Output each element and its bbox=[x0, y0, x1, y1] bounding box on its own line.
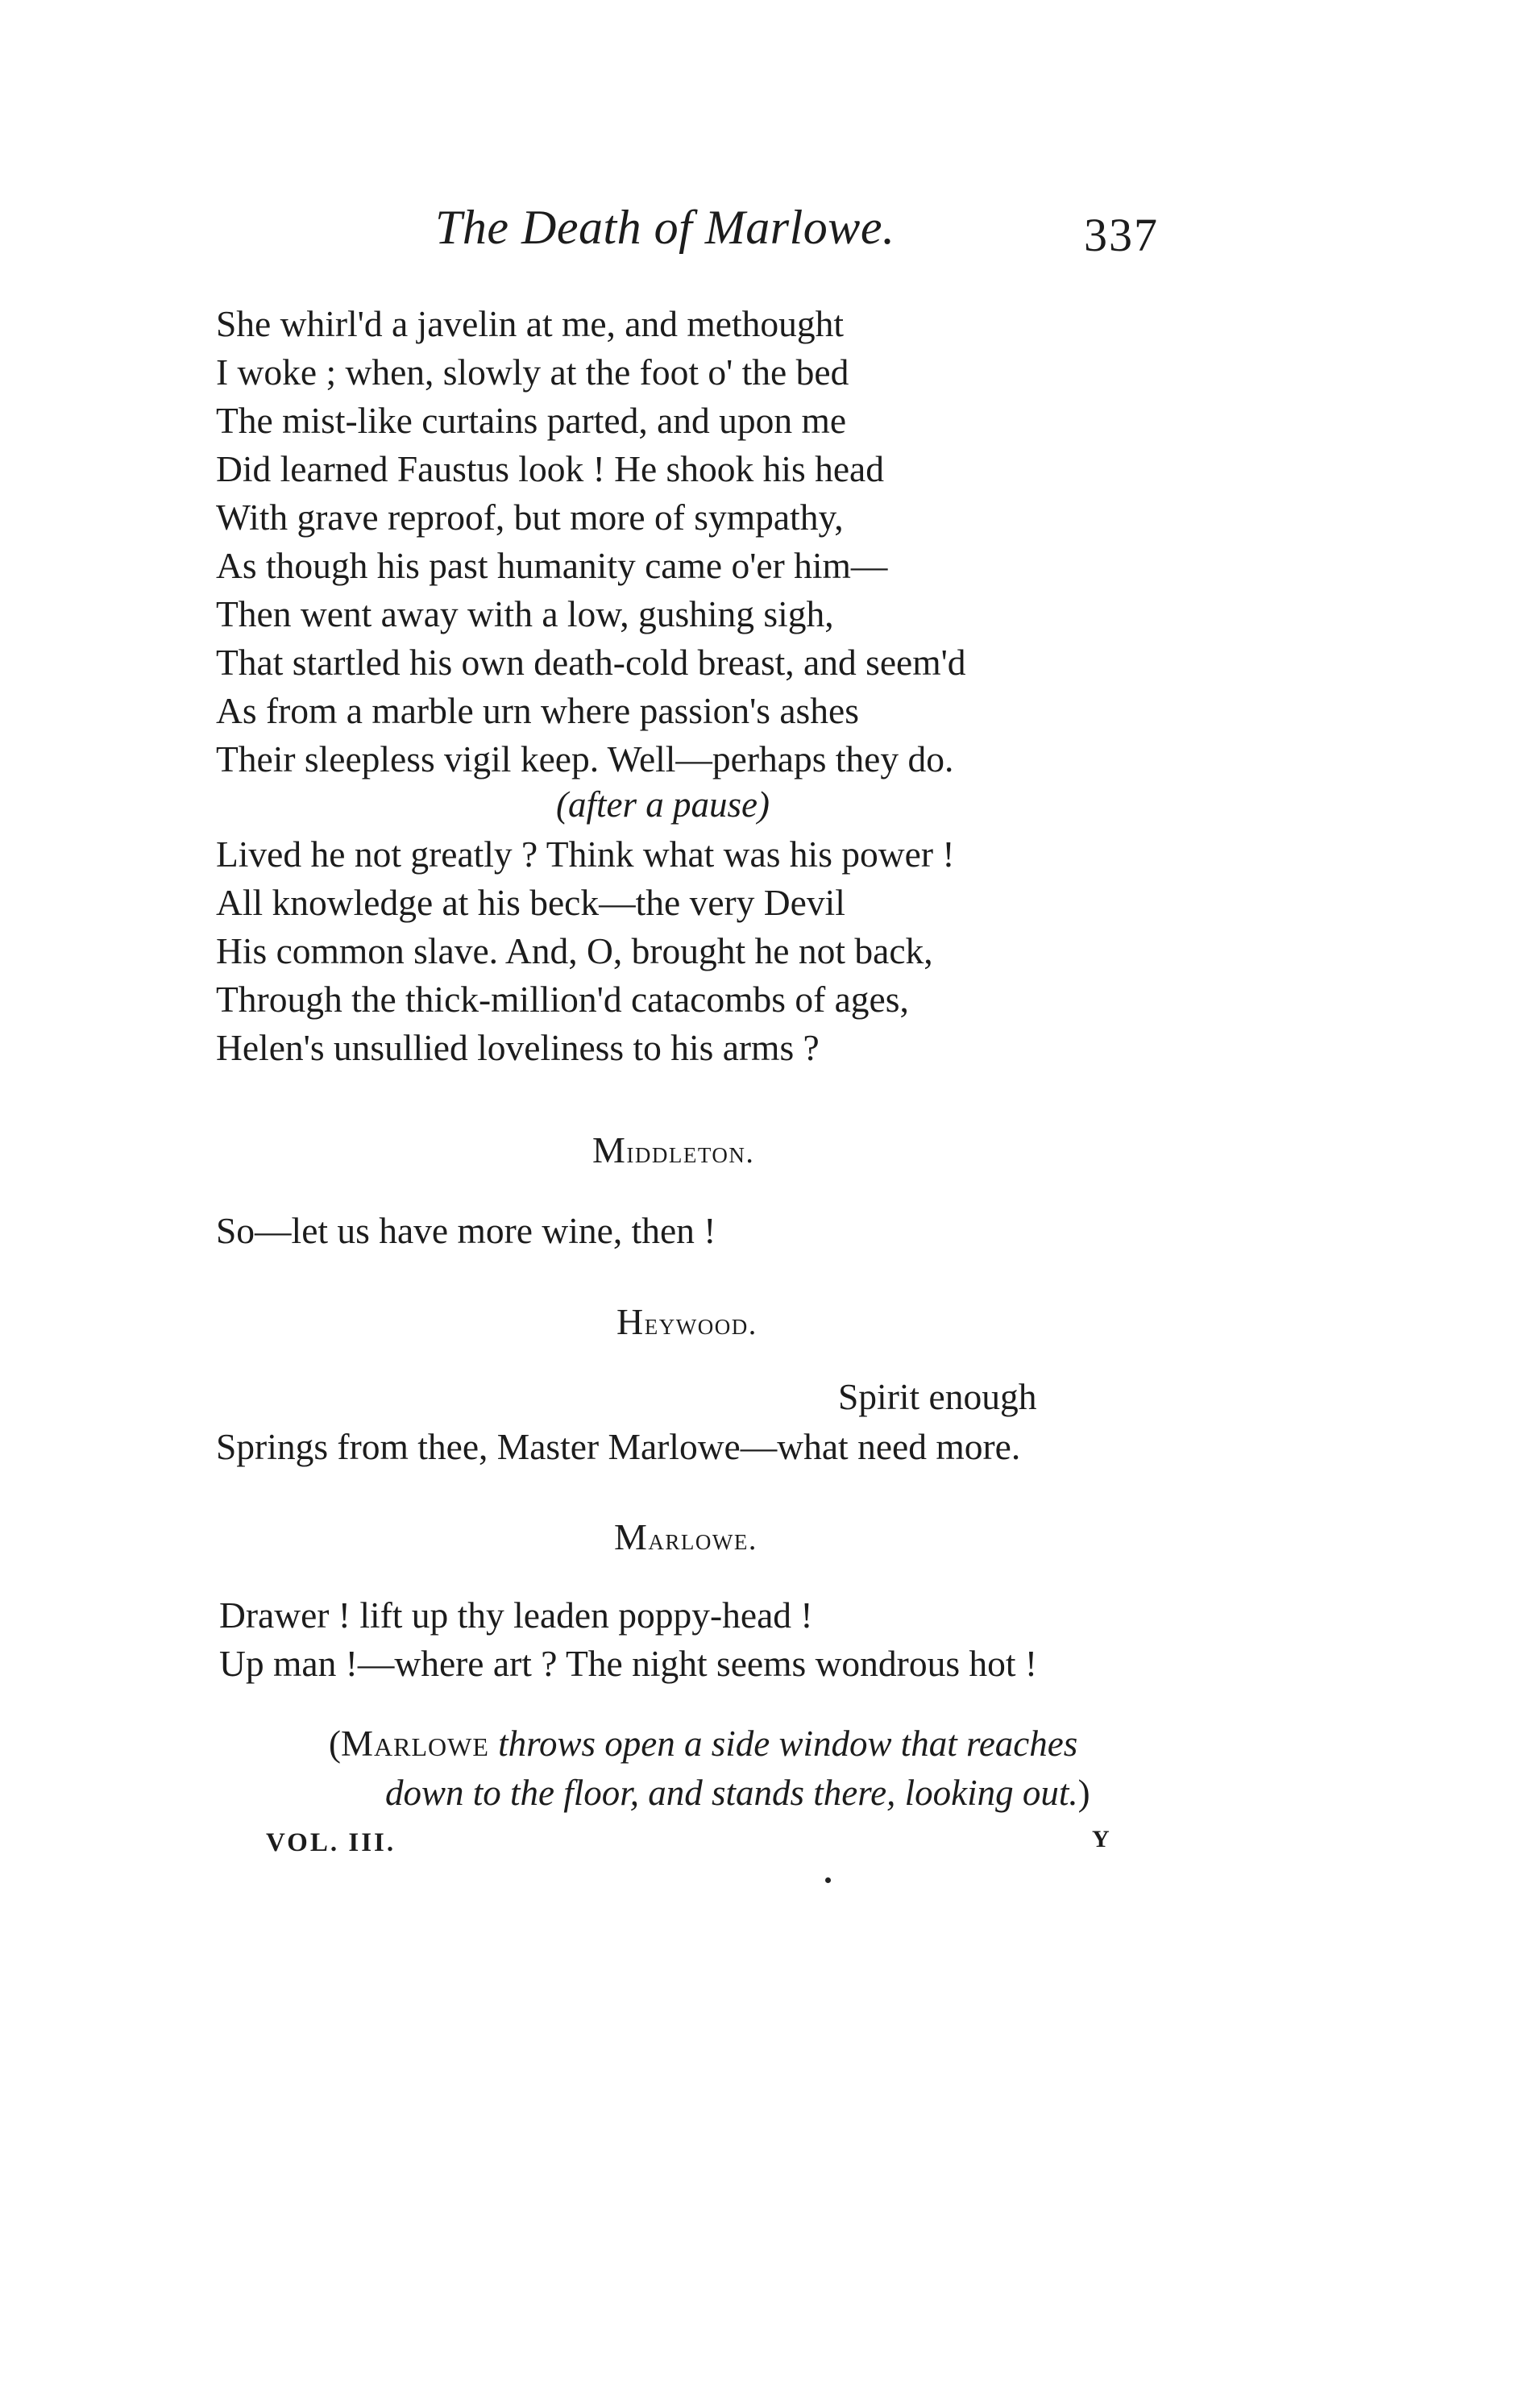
stage-direction-name: Marlowe bbox=[341, 1723, 489, 1764]
speaker-initial: M bbox=[614, 1516, 649, 1557]
verse-line: Then went away with a low, gushing sigh, bbox=[216, 593, 834, 634]
verse-line: All knowledge at his beck—the very Devil bbox=[216, 882, 845, 923]
speaker-initial: H bbox=[616, 1301, 645, 1342]
verse-line: The mist-like curtains parted, and upon me bbox=[216, 400, 847, 441]
stage-direction-text: throws open a side window that reaches bbox=[488, 1723, 1078, 1764]
verse-line: She whirl'd a javelin at me, and methought bbox=[216, 303, 844, 344]
verse-line: Through the thick-million'd catacombs of ages, bbox=[216, 979, 909, 1020]
close-paren: ) bbox=[1077, 1773, 1090, 1813]
verse-passage-1 bbox=[216, 300, 966, 784]
line-heywood-2: Springs from thee, Master Marlowe—what need more. bbox=[216, 1426, 1021, 1467]
speaker-middleton bbox=[592, 1129, 754, 1171]
speaker-rest: iddleton. bbox=[626, 1136, 755, 1170]
open-paren: ( bbox=[329, 1723, 341, 1764]
stage-direction-text: down to the floor, and stands there, looking out. bbox=[385, 1773, 1078, 1813]
line-middleton: So—let us have more wine, then ! bbox=[216, 1210, 716, 1251]
speaker-marlowe bbox=[614, 1515, 758, 1558]
verse-line: With grave reproof, but more of sympathy, bbox=[216, 497, 844, 538]
stage-direction-window-2 bbox=[385, 1769, 1090, 1817]
verse-line: I woke ; when, slowly at the foot o' the bed bbox=[216, 351, 849, 393]
verse-passage-2 bbox=[216, 830, 955, 1072]
running-title: The Death of Marlowe. bbox=[435, 201, 895, 254]
page-number: 337 bbox=[1084, 209, 1159, 261]
verse-line: His common slave. And, O, brought he not back, bbox=[216, 930, 933, 971]
verse-line: As though his past humanity came o'er him— bbox=[216, 545, 888, 586]
verse-line: As from a marble urn where passion's ashes bbox=[216, 690, 859, 731]
speaker-rest: eywood. bbox=[644, 1308, 758, 1341]
verse-line: Helen's unsullied loveliness to his arms ? bbox=[216, 1027, 820, 1068]
line-heywood-1: Spirit enough bbox=[838, 1376, 1037, 1417]
stage-direction-after-pause: (after a pause) bbox=[556, 784, 770, 825]
verse-line: Did learned Faustus look ! He shook his head bbox=[216, 448, 884, 489]
verse-line: Their sleepless vigil keep. Well—perhaps they do. bbox=[216, 738, 954, 780]
line-marlowe-2: Up man !—where art ? The night seems wondrous hot ! bbox=[219, 1643, 1038, 1684]
speaker-heywood bbox=[616, 1300, 758, 1343]
sheet-signature-mark: Y bbox=[1092, 1826, 1110, 1852]
stage-direction-window-1 bbox=[329, 1719, 1077, 1768]
verse-line: That startled his own death-cold breast, and seem'd bbox=[216, 642, 966, 683]
verse-line: Lived he not greatly ? Think what was his power ! bbox=[216, 834, 955, 875]
volume-signature: VOL. III. bbox=[266, 1828, 396, 1857]
speaker-initial: M bbox=[592, 1129, 627, 1170]
line-marlowe-1: Drawer ! lift up thy leaden poppy-head ! bbox=[219, 1594, 813, 1636]
print-speck bbox=[825, 1877, 831, 1883]
speaker-rest: arlowe. bbox=[648, 1523, 758, 1557]
